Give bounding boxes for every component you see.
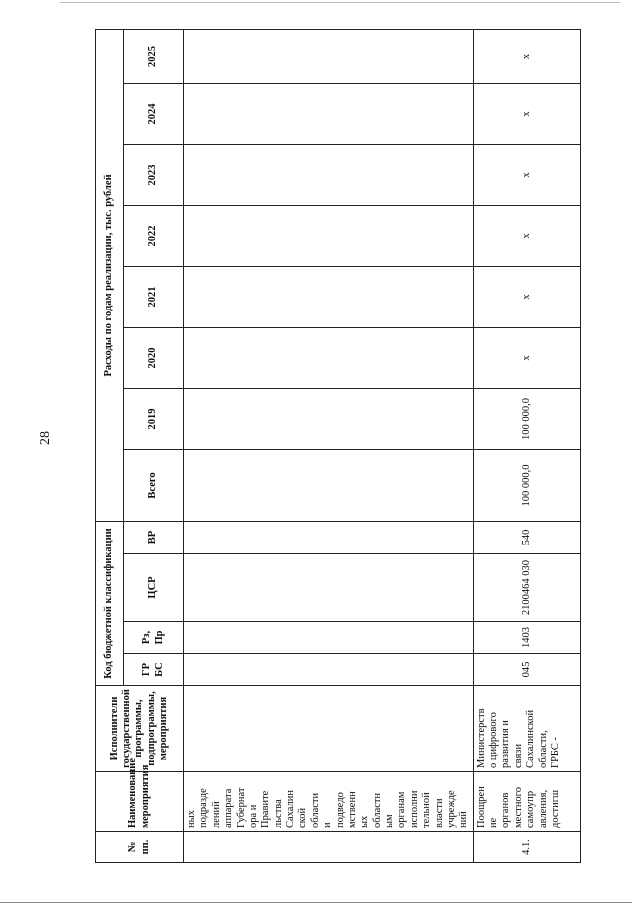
- row1-executor: [184, 686, 474, 772]
- header-expenses-group: Расходы по годам реализации, тыс. рублей: [96, 29, 124, 521]
- header-2022: 2022: [124, 205, 184, 266]
- row2-csr: 2100464 030: [473, 554, 580, 622]
- row1-vr: [184, 521, 474, 553]
- rotated-table-wrapper: [95, 30, 581, 863]
- row2-2025: х: [473, 29, 580, 83]
- row2-2019: 100 000,0: [473, 388, 580, 449]
- row2-vr: 540: [473, 521, 580, 553]
- header-2023: 2023: [124, 144, 184, 205]
- row1-2019: [184, 388, 474, 449]
- row1-num: [184, 832, 474, 863]
- row2-rzpr: 1403: [473, 622, 580, 654]
- page-number: 28: [38, 431, 53, 445]
- row1-grbs: [184, 654, 474, 686]
- row1-2020: [184, 327, 474, 388]
- row2-grbs: 045: [473, 654, 580, 686]
- row1-csr: [184, 554, 474, 622]
- header-executor: Исполнители государственной программы, подпрограммы, мероприятия: [96, 686, 184, 772]
- header-budget-group: Код бюджетной классификации: [96, 521, 124, 685]
- row2-2020: х: [473, 327, 580, 388]
- scan-line-top: [60, 2, 620, 3]
- header-2020: 2020: [124, 327, 184, 388]
- table-row: [184, 29, 474, 862]
- row2-total: 100 000,0: [473, 449, 580, 521]
- row1-total: [184, 449, 474, 521]
- row1-rzpr: [184, 622, 474, 654]
- row2-2021: х: [473, 266, 580, 327]
- header-2019: 2019: [124, 388, 184, 449]
- expenses-table: [95, 29, 581, 863]
- scan-line-bottom: [0, 902, 632, 903]
- row2-name: Поощрен ие органов местного самоупр авления, достигш: [473, 772, 580, 832]
- row1-name: ных подразде лений аппарата Губернат ора и Правите льства Сахалин ской области и подведо мственн ых областн ым органам исполни тельной власти учрежде ний: [184, 772, 474, 832]
- header-grbs: ГР БС: [124, 654, 184, 686]
- row1-2022: [184, 205, 474, 266]
- header-2024: 2024: [124, 83, 184, 144]
- header-total: Всего: [124, 449, 184, 521]
- row2-2024: х: [473, 83, 580, 144]
- row2-2023: х: [473, 144, 580, 205]
- row1-2025: [184, 29, 474, 83]
- header-vr: ВР: [124, 521, 184, 553]
- row2-executor: Министерств о цифрового развития и связи Сахалинской области, ГРБС -: [473, 686, 580, 772]
- header-num: № пп.: [96, 832, 184, 863]
- row1-2021: [184, 266, 474, 327]
- header-2025: 2025: [124, 29, 184, 83]
- header-name: Наименование мероприятия: [96, 772, 184, 832]
- row2-2022: х: [473, 205, 580, 266]
- header-2021: 2021: [124, 266, 184, 327]
- row2-num: 4.1.: [473, 832, 580, 863]
- table-row: [473, 29, 580, 862]
- row1-2023: [184, 144, 474, 205]
- row1-2024: [184, 83, 474, 144]
- header-rzpr: Рз, Пр: [124, 622, 184, 654]
- header-csr: ЦСР: [124, 554, 184, 622]
